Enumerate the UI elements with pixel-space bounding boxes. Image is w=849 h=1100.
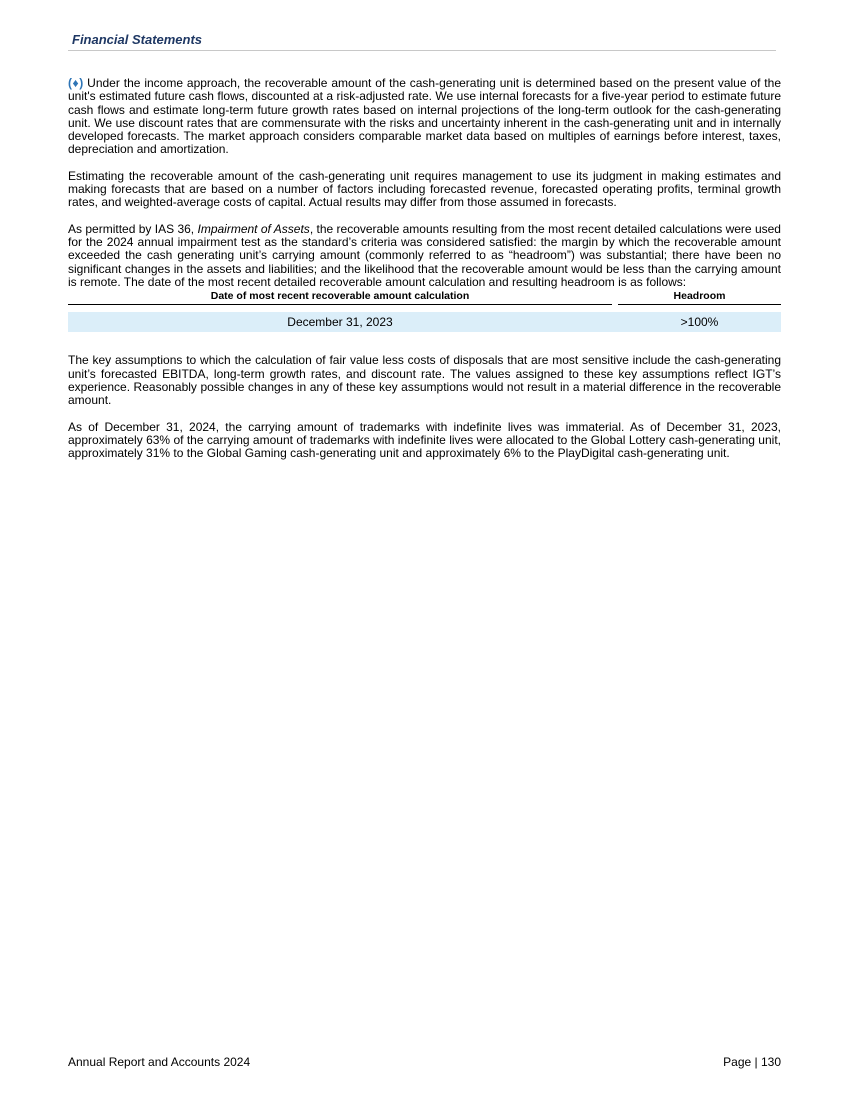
column-header-headroom: Headroom: [618, 290, 781, 305]
paragraph-ias36-after: , the recoverable amounts resulting from the most recent detailed calculations were used for the 2024 annual impairment test as the standard’s criteria was considered satisfied: the margin by which the recoverable amount exceeded the cash generating unit’s carrying amount (commonly referred to as “headroom”) was substantial; there have been no significant changes in the assets and liabilities; and the likelihood that the recoverable amount would be less than the carrying amount is remote. The date of the most recent detailed recoverable amount calculation and resulting headroom is as follows:: [68, 221, 781, 289]
page-header-title: Financial Statements: [72, 32, 203, 47]
column-header-date: Date of most recent recoverable amount calculation: [68, 290, 612, 305]
headroom-table: [68, 290, 781, 332]
paragraph-income-approach: [68, 77, 781, 157]
page-footer: [68, 1055, 781, 1069]
paragraph-ias36-before: As permitted by IAS 36,: [68, 221, 198, 236]
diamond-marker: (♦): [68, 76, 84, 90]
table-cell-date: December 31, 2023: [68, 312, 612, 332]
footer-page-number: Page | 130: [723, 1055, 781, 1069]
table-header-row: [68, 290, 781, 305]
paragraph-trademarks: As of December 31, 2024, the carrying amount of trademarks with indefinite lives was immaterial. As of December 31, 2023, approximately 63% of the carrying amount of trademarks with indefinite lives were allocated to the Global Lottery cash-generating unit, approximately 31% to the Global Gaming cash-generating unit and approximately 6% to the PlayDigital cash-generating unit.: [68, 419, 781, 461]
paragraph-key-assumptions: The key assumptions to which the calculation of fair value less costs of disposals that are most sensitive include the cash-generating unit’s forecasted EBITDA, long-term growth rates, and discount rate. The values assigned to these key assumptions reflect IGT’s experience. Reasonably possible changes in any of these key assumptions would not result in a material difference in the recoverable amount.: [68, 353, 781, 408]
paragraph-ias36-italic: Impairment of Assets: [197, 221, 310, 236]
paragraph-ias36: [68, 223, 781, 289]
headroom-table-wrap: [68, 290, 781, 332]
paragraph-estimating: Estimating the recoverable amount of the cash-generating unit requires management to use its judgment in making estimates and making forecasts that are based on a number of factors including forecasted revenue, forecasted operating profits, terminal growth rates, and weighted-average costs of capital. Actual results may differ from those assumed in forecasts.: [68, 168, 781, 210]
paragraph-income-approach-text: Under the income approach, the recoverable amount of the cash-generating unit is determined based on the present value of the unit's estimated future cash flows, discounted at a risk-adjusted rate. We use internal forecasts for a five-year period to estimate future cash flows and estimate long-term future growth rates based on internal projections of the long-term outlook for the cash-generating unit. We use discount rates that are commensurate with the risks and uncertainty inherent in the cash-generating unit and in internally developed forecasts. The market approach considers comparable market data based on multiples of earnings before interest, taxes, depreciation and amortization.: [68, 76, 781, 157]
footer-report-title: Annual Report and Accounts 2024: [68, 1055, 251, 1069]
table-cell-headroom: >100%: [618, 312, 781, 332]
table-spacer-row: [68, 305, 781, 312]
header-divider: [68, 50, 776, 51]
document-body: [68, 77, 781, 474]
table-row: [68, 312, 781, 332]
